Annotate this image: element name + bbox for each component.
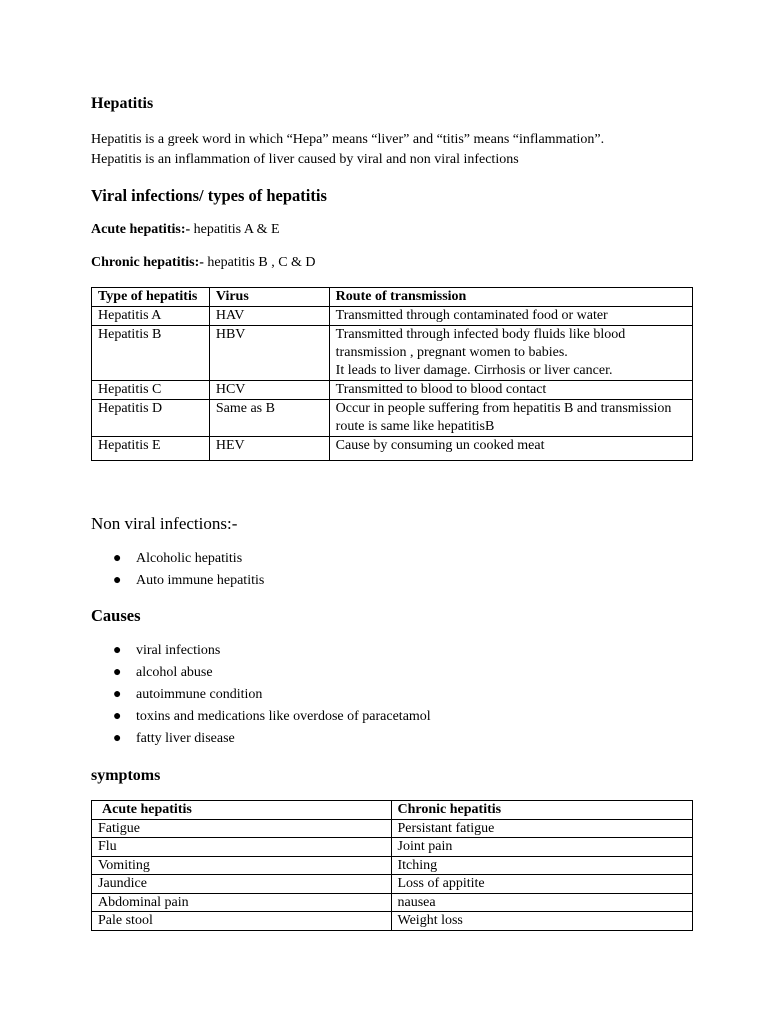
cell-acute: Flu bbox=[92, 838, 392, 857]
cell-chronic: Loss of appitite bbox=[391, 875, 693, 894]
acute-hepatitis-line bbox=[91, 221, 280, 239]
table-row bbox=[92, 893, 693, 912]
table-header-row bbox=[92, 288, 693, 307]
intro-line-1: Hepatitis is a greek word in which “Hepa” means “liver” and “titis” means “inflammation”. bbox=[91, 132, 605, 147]
bullet-icon: ● bbox=[113, 709, 122, 724]
cell-acute: Pale stool bbox=[92, 912, 392, 931]
bullet-icon: ● bbox=[113, 731, 122, 746]
symptoms-heading: symptoms bbox=[91, 767, 161, 784]
cell-chronic: nausea bbox=[391, 893, 693, 912]
bullet-icon: ● bbox=[113, 687, 122, 702]
header-virus: Virus bbox=[209, 288, 329, 307]
bullet-icon: ● bbox=[113, 573, 122, 588]
cell-chronic: Persistant fatigue bbox=[391, 819, 693, 838]
list-item-text: toxins and medications like overdose of paracetamol bbox=[136, 709, 431, 724]
table-row bbox=[92, 381, 693, 400]
table-row bbox=[92, 912, 693, 931]
cell-type: Hepatitis E bbox=[92, 437, 210, 461]
cell-type: Hepatitis C bbox=[92, 381, 210, 400]
list-item-text: alcohol abuse bbox=[136, 665, 213, 680]
header-route: Route of transmission bbox=[329, 288, 692, 307]
list-item bbox=[91, 684, 431, 706]
cell-acute: Jaundice bbox=[92, 875, 392, 894]
list-item bbox=[91, 570, 264, 592]
cell-route: Occur in people suffering from hepatitis B and transmission route is same like hepatitisB bbox=[329, 400, 692, 437]
list-item bbox=[91, 548, 264, 570]
cell-route-line-2: It leads to liver damage. Cirrhosis or liver cancer. bbox=[335, 363, 613, 378]
list-item-text: autoimmune condition bbox=[136, 687, 263, 702]
cell-route-line-1: Transmitted through infected body fluids like blood transmission , pregnant women to babies. bbox=[335, 327, 626, 360]
cell-acute: Fatigue bbox=[92, 819, 392, 838]
cell-type: Hepatitis B bbox=[92, 326, 210, 381]
page-title: Hepatitis bbox=[91, 95, 154, 112]
non-viral-heading: Non viral infections:- bbox=[91, 514, 238, 533]
list-item-text: Alcoholic hepatitis bbox=[136, 551, 243, 566]
table-row bbox=[92, 875, 693, 894]
cell-route: Cause by consuming un cooked meat bbox=[329, 437, 692, 461]
table-row bbox=[92, 819, 693, 838]
list-item bbox=[91, 662, 431, 684]
symptoms-table bbox=[91, 800, 693, 931]
hepatitis-types-table bbox=[91, 287, 693, 461]
causes-list bbox=[91, 640, 431, 750]
table-row bbox=[92, 437, 693, 461]
viral-infections-heading: Viral infections/ types of hepatitis bbox=[91, 186, 327, 205]
table-row bbox=[92, 838, 693, 857]
list-item-text: fatty liver disease bbox=[136, 731, 235, 746]
bullet-icon: ● bbox=[113, 551, 122, 566]
table-row bbox=[92, 856, 693, 875]
cell-virus: HEV bbox=[209, 437, 329, 461]
cell-virus: HAV bbox=[209, 307, 329, 326]
table-row bbox=[92, 326, 693, 381]
table-header-row bbox=[92, 801, 693, 820]
acute-value: hepatitis A & E bbox=[190, 222, 280, 237]
cell-virus: Same as B bbox=[209, 400, 329, 437]
chronic-hepatitis-line bbox=[91, 254, 316, 272]
chronic-value: hepatitis B , C & D bbox=[203, 255, 316, 270]
cell-route bbox=[329, 326, 692, 381]
cell-route: Transmitted through contaminated food or water bbox=[329, 307, 692, 326]
cell-virus: HCV bbox=[209, 381, 329, 400]
bullet-icon: ● bbox=[113, 665, 122, 680]
non-viral-list bbox=[91, 548, 264, 592]
cell-type: Hepatitis D bbox=[92, 400, 210, 437]
header-chronic: Chronic hepatitis bbox=[391, 801, 693, 820]
list-item bbox=[91, 706, 431, 728]
list-item bbox=[91, 640, 431, 662]
cell-route: Transmitted to blood to blood contact bbox=[329, 381, 692, 400]
cell-chronic: Joint pain bbox=[391, 838, 693, 857]
chronic-label: Chronic hepatitis:- bbox=[91, 255, 204, 270]
table-row bbox=[92, 400, 693, 437]
header-acute: Acute hepatitis bbox=[92, 801, 392, 820]
intro-paragraph bbox=[91, 130, 693, 170]
causes-heading: Causes bbox=[91, 606, 141, 625]
bullet-icon: ● bbox=[113, 643, 122, 658]
cell-chronic: Itching bbox=[391, 856, 693, 875]
intro-line-2: Hepatitis is an inflammation of liver caused by viral and non viral infections bbox=[91, 152, 519, 167]
list-item-text: Auto immune hepatitis bbox=[136, 573, 265, 588]
list-item bbox=[91, 728, 431, 750]
cell-type: Hepatitis A bbox=[92, 307, 210, 326]
cell-acute: Abdominal pain bbox=[92, 893, 392, 912]
header-type: Type of hepatitis bbox=[92, 288, 210, 307]
table-row bbox=[92, 307, 693, 326]
list-item-text: viral infections bbox=[136, 643, 221, 658]
cell-chronic: Weight loss bbox=[391, 912, 693, 931]
cell-virus: HBV bbox=[209, 326, 329, 381]
cell-acute: Vomiting bbox=[92, 856, 392, 875]
acute-label: Acute hepatitis:- bbox=[91, 222, 191, 237]
